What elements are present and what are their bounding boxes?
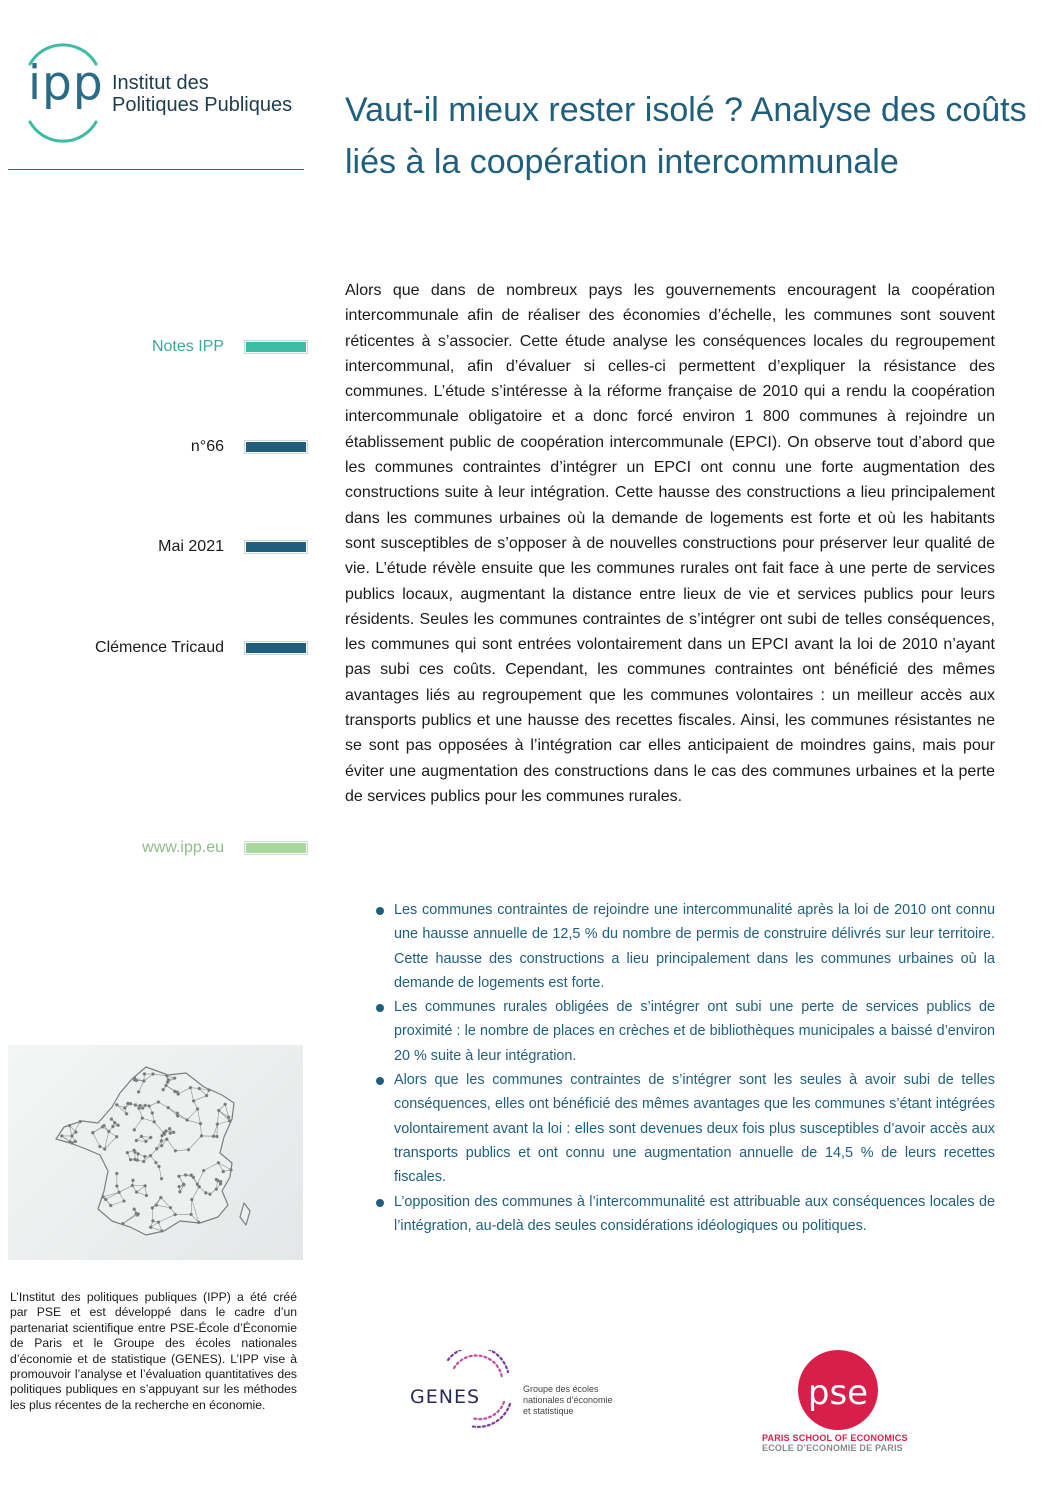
pse-logo-mark: pse [807, 1373, 869, 1413]
network-node [187, 1148, 190, 1151]
network-node [143, 1155, 146, 1158]
network-node [155, 1161, 158, 1164]
network-node [189, 1086, 192, 1089]
network-node [198, 1185, 201, 1188]
network-node [164, 1130, 167, 1133]
network-node [209, 1193, 212, 1196]
network-node [69, 1141, 72, 1144]
network-node [172, 1131, 175, 1134]
network-node [155, 1147, 158, 1150]
network-node [141, 1117, 144, 1120]
network-node [199, 1122, 202, 1125]
network-node [111, 1125, 114, 1128]
bullet-icon [376, 1199, 384, 1207]
network-node [115, 1103, 118, 1106]
network-node [162, 1088, 165, 1091]
bullet-icon [376, 1004, 384, 1012]
network-node [173, 1077, 176, 1080]
network-node [107, 1130, 110, 1133]
network-node [174, 1213, 177, 1216]
genes-subtitle-line3: et statistique [523, 1406, 574, 1416]
network-node [217, 1161, 220, 1164]
network-node [200, 1134, 203, 1137]
network-node [133, 1128, 136, 1131]
network-node [103, 1124, 106, 1127]
genes-subtitle-line1: Groupe des écoles [523, 1384, 599, 1394]
network-node [145, 1194, 148, 1197]
series-label: Notes IPP [151, 338, 224, 355]
website-bar [245, 842, 307, 854]
network-node [178, 1175, 181, 1178]
network-node [149, 1136, 152, 1139]
network-node [113, 1121, 116, 1124]
network-node [197, 1221, 200, 1224]
bullet-icon [376, 1077, 384, 1085]
network-node [134, 1158, 137, 1161]
network-node [99, 1145, 102, 1148]
logo-name-line2: Politiques Publiques [112, 94, 293, 116]
network-node [129, 1158, 132, 1161]
key-point-item [376, 1190, 995, 1239]
ipp-logo-mark: ipp [28, 56, 104, 111]
network-node [135, 1191, 138, 1194]
network-node [126, 1151, 129, 1154]
network-node [198, 1087, 201, 1090]
network-node [118, 1191, 121, 1194]
network-node [196, 1183, 199, 1186]
page-title: Vaut-il mieux rester isolé ? Analyse des coûts liés à la coopération intercommunale [345, 91, 1027, 181]
series-bar [245, 341, 307, 353]
network-node [142, 1080, 145, 1083]
network-node [169, 1206, 172, 1209]
network-node [216, 1123, 219, 1126]
key-point-item [376, 1068, 995, 1189]
network-node [227, 1116, 230, 1119]
network-node [74, 1140, 77, 1143]
network-node [184, 1174, 187, 1177]
network-node [134, 1104, 137, 1107]
network-node [158, 1165, 161, 1168]
network-node [142, 1160, 145, 1163]
network-node [137, 1152, 140, 1155]
network-node [109, 1204, 112, 1207]
network-node [166, 1081, 169, 1084]
publication-date: Mai 2021 [158, 538, 224, 555]
network-node [151, 1219, 154, 1222]
network-node [133, 1149, 136, 1152]
network-node [60, 1135, 63, 1138]
network-node [169, 1132, 172, 1135]
author-name: Clémence Tricaud [95, 639, 224, 656]
network-node [212, 1135, 215, 1138]
logo-name-line1: Institut des [112, 72, 209, 94]
network-node [222, 1170, 225, 1173]
network-node [91, 1131, 94, 1134]
network-node [133, 1078, 136, 1081]
network-node [121, 1222, 124, 1225]
network-node [190, 1213, 193, 1216]
network-node [115, 1135, 118, 1138]
network-node [148, 1105, 151, 1108]
network-node [102, 1195, 105, 1198]
network-node [132, 1179, 135, 1182]
key-points-list [376, 898, 995, 1238]
network-node [177, 1093, 180, 1096]
key-point-item [376, 898, 995, 995]
network-node [182, 1183, 185, 1186]
france-network-map-icon [8, 1045, 303, 1260]
issue-number-bar [245, 441, 307, 453]
network-node [137, 1213, 140, 1216]
abstract-paragraph: Alors que dans de nombreux pays les gouvernements encouragent la coopération intercommunale afin de réaliser des économies d’échelle, les communes sont souvent réticentes à s’associer. Cette étude analyse les conséquences locales du regroupement intercommunal, afin d’évaluer si celles-ci permettent d’expliquer la résistance des communes. L’étude s’intéresse à la réforme française de 2010 qui a rendu la coopération intercommunale obligatoire et a donc forcé environ 1 800 communes à rejoindre un établissement public de coopération intercommunale (EPCI). On observe tout d’abord que les communes contraintes d’intégrer un EPCI ont connu une forte augmentation des constructions suite à leur intégration. Cette hausse des constructions a lieu principalement dans les communes urbaines où la demande de logements est forte et où les habitants sont susceptibles de s’opposer à de nouvelles constructions pour préserver leur qualité de vie. L’étude révèle ensuite que les communes rurales ont fait face à une perte de services publics locaux, augmentant la distance entre lieux de vie et services publics pour leurs résidents. Seules les communes contraintes de s’intégrer ont subi de telles conséquences, les communes qui sont entrées volontairement dans un EPCI avant la loi de 2010 n’ayant pas subi ces coûts. Cependant, les communes contraintes ont bénéficié des mêmes avantages liés au regroupement que les communes volontaires : un meilleur accès aux transports publics et une hausse des recettes fiscales. Ainsi, les communes résistantes ne se sont pas opposées à l’intégration car elles anticipaient de moindres gains, mais pour éviter une augmentation des constructions dans le cas des communes urbaines et la perte de services publics pour les communes rurales. [345, 282, 995, 805]
network-node [144, 1184, 147, 1187]
network-node [219, 1182, 222, 1185]
network-node [176, 1114, 179, 1117]
network-node [204, 1191, 207, 1194]
key-point-text: Les communes contraintes de rejoindre une intercommunalité après la loi de 2010 ont connu une hausse annuelle de 12,5 % du nombre de permis de construire délivrés sur leur territoire. Cette hausse des constructions a lieu principalement dans les communes urbaines où la demande de logements est forte. [394, 902, 995, 991]
network-node [129, 1102, 132, 1105]
network-node [143, 1073, 146, 1076]
network-node [215, 1178, 218, 1181]
network-node [149, 1154, 152, 1157]
network-node [140, 1135, 143, 1138]
network-node [160, 1230, 163, 1233]
network-node [165, 1138, 168, 1141]
france-map-image [8, 1045, 303, 1260]
network-node [155, 1204, 158, 1207]
key-point-text: L’opposition des communes à l’intercommunalité est attribuable aux conséquences locales de l’intégration, au-delà des seules considérations idéologiques ou politiques. [394, 1193, 995, 1234]
network-node [178, 1185, 181, 1188]
network-node [159, 1196, 162, 1199]
network-node [103, 1148, 106, 1151]
network-node [151, 1206, 154, 1209]
network-node [186, 1119, 189, 1122]
network-node [123, 1107, 126, 1110]
network-node [133, 1208, 136, 1211]
network-node [165, 1084, 168, 1087]
network-node [137, 1091, 140, 1094]
network-node [160, 1139, 163, 1142]
network-node [196, 1108, 199, 1111]
about-ipp-text: L’Institut des politiques publiques (IPP) a été créé par PSE et est développé dans le cadre d’un partenariat scientifique entre PSE-École d’Économie de Paris et le Groupe des écoles nationales d’économie et de statistique (GENES). L’IPP vise à promouvoir l’analyse et l’évaluation quantitatives des politiques publiques en s’appuyant sur les méthodes les plus récentes de la recherche en économie. [10, 1290, 297, 1412]
network-node [153, 1120, 156, 1123]
author-bar [245, 642, 307, 654]
network-node [117, 1124, 120, 1127]
network-node [123, 1200, 126, 1203]
network-node [141, 1107, 144, 1110]
network-node [215, 1188, 218, 1191]
key-point-text: Alors que les communes contraintes de s’intégrer sont les seules à avoir subi de telles conséquences, elles ont bénéficié des mêmes avantages que les communes s’étant intégrées volontairement avant la loi : elles sont devenues deux fois plus susceptibles d’avoir accès aux transports publics et ont connu une augmentation annuelle de 14,5 % de leurs recettes fiscales. [394, 1072, 995, 1186]
network-node [208, 1089, 211, 1092]
network-node [115, 1172, 118, 1175]
network-node [138, 1107, 141, 1110]
network-node [127, 1102, 130, 1105]
network-node [149, 1226, 152, 1229]
key-point-item [376, 995, 995, 1068]
bullet-icon [376, 907, 384, 915]
network-node [160, 1177, 163, 1180]
pse-logo-icon [790, 1346, 886, 1442]
pse-name-french: ECOLE D’ECONOMIE DE PARIS [762, 1443, 903, 1453]
network-node [168, 1127, 171, 1130]
network-node [228, 1119, 231, 1122]
network-node [178, 1190, 181, 1193]
network-node [160, 1144, 163, 1147]
key-point-text: Les communes rurales obligées de s’intégrer ont subi une perte de services publics de proximité : le nombre de places en crèches et de bibliothèques municipales a baissé d’environ 20 % suite à leur intégration. [394, 999, 995, 1064]
network-node [152, 1073, 155, 1076]
sidebar-divider [8, 169, 304, 170]
network-node [144, 1104, 147, 1107]
network-node [167, 1106, 170, 1109]
network-node [205, 1094, 208, 1097]
website-link[interactable]: www.ipp.eu [142, 839, 224, 856]
network-node [192, 1100, 195, 1103]
network-node [104, 1198, 107, 1201]
pse-name-english: PARIS SCHOOL OF ECONOMICS [762, 1433, 908, 1443]
network-node [202, 1169, 205, 1172]
genes-subtitle-line2: nationales d’économie [523, 1395, 613, 1405]
network-node [110, 1118, 113, 1121]
network-node [157, 1101, 160, 1104]
network-node [131, 1184, 134, 1187]
genes-logo-text: GENES [410, 1386, 481, 1408]
publication-date-bar [245, 541, 307, 553]
network-node [230, 1168, 233, 1171]
network-node [79, 1120, 82, 1123]
network-node [190, 1174, 193, 1177]
network-node [68, 1124, 71, 1127]
network-node [75, 1131, 78, 1134]
network-node [145, 1140, 148, 1143]
network-node [135, 1139, 138, 1142]
network-node [70, 1135, 73, 1138]
network-node [216, 1135, 219, 1138]
network-node [174, 1149, 177, 1152]
network-node [157, 1221, 160, 1224]
network-node [165, 1074, 168, 1077]
network-node [217, 1109, 220, 1112]
network-node [125, 1112, 128, 1115]
network-node [115, 1185, 118, 1188]
network-node [151, 1112, 154, 1115]
network-node [224, 1103, 227, 1106]
network-node [190, 1198, 193, 1201]
issue-number: n°66 [190, 438, 224, 455]
network-node [173, 1090, 176, 1093]
